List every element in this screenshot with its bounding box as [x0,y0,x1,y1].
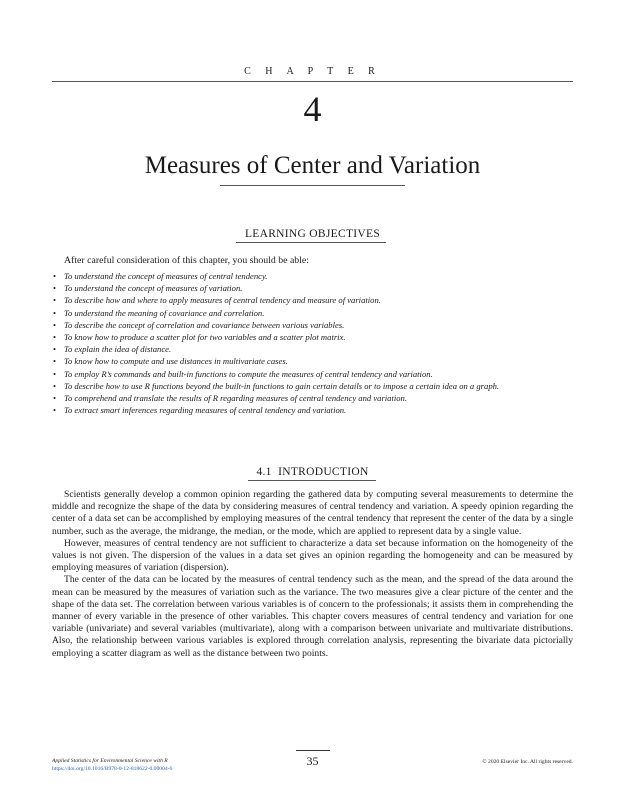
learning-objectives-rule [236,242,386,243]
body-paragraph: Scientists generally develop a common opinion regarding the gathered data by computing several measurements to determine the middle and recognize the shape of the data by considering measures of central tendency and variation. A speedy opinion regarding the center of a data set can be accomplished by employing measures of the central tendency that represent the center of the data by a single number, such as the average, the midrange, the median, or the mode, which are applied to represent data by a single value. [52,489,573,537]
objective-item: • To understand the concept of measures of central tendency. [52,270,576,282]
objective-item: • To understand the meaning of covariance and correlation. [52,307,576,319]
section-rule [248,480,376,481]
objective-item: • To know how to compute and use distances in multivariate cases. [52,355,576,367]
learning-objectives-intro: After careful consideration of this chapter, you should be able: [64,255,309,266]
objective-item: • To describe the concept of correlation and covariance between various variables. [52,319,576,331]
objective-item: • To know how to produce a scatter plot for two variables and a scatter plot matrix. [52,331,576,343]
objective-item: • To describe how and where to apply measures of central tendency and measure of variation. [52,294,576,306]
objective-item: • To employ R’s commands and built-in functions to compute the measures of central tendency and variation. [52,368,576,380]
title-rule [220,185,405,186]
learning-objectives-list [52,270,576,416]
objective-item: • To comprehend and translate the results of R regarding measures of central tendency and variation. [52,392,576,404]
page-number: 35 [306,754,319,768]
section-body [52,489,573,660]
footer-copyright: © 2020 Elsevier Inc. All rights reserved. [482,759,573,765]
body-paragraph: However, measures of central tendency are not sufficient to characterize a data set because information on the homogeneity of the values is not given. The dispersion of the values in a data set gives an opinion regarding the homogeneity and can be measured by employing measures of variation (dispersion). [52,537,573,574]
chapter-number: 4 [303,89,322,129]
body-paragraph: The center of the data can be located by the measures of central tendency such as the mean, and the spread of the data around the mean can be measured by the measures of variation such as the variance. The two measures give a clear picture of the center and the shape of the data set. The correlation between various variables is of concern to the professionals; it assists them in comprehending the manner of every variable in the presence of other variables. This chapter covers measures of central tendency and variation for one variable (univariate) and several variables (multivariate), along with a comparison between univariate and multivariate distributions. Also, the relationship between various variables is explored through correlation analysis, representing the bivariate data pictorially employing a scatter diagram as well as the distance between two points. [52,574,573,659]
objective-item: • To extract smart inferences regarding measures of central tendency and variation. [52,404,576,416]
footer-book-title: Applied Statistics for Environmental Science with R [52,758,168,764]
section-number: 4.1 [256,466,272,478]
learning-objectives-heading: LEARNING OBJECTIVES [244,228,381,240]
objective-item: • To understand the concept of measures of variation. [52,282,576,294]
footer-doi-link[interactable]: https://doi.org/10.1016/B978-0-12-818622-0.00004-6 [52,766,173,772]
header-rule [52,81,573,82]
objective-item: • To explain the idea of distance. [52,343,576,355]
objective-item: • To describe how to use R functions beyond the built-in functions to gain certain details or to impose a certain idea on a graph. [52,380,576,392]
section-heading [0,466,625,478]
chapter-title: Measures of Center and Variation [144,152,481,179]
footer-rule [296,750,330,751]
chapter-label: C H A P T E R [244,66,381,77]
section-title: INTRODUCTION [278,466,369,478]
